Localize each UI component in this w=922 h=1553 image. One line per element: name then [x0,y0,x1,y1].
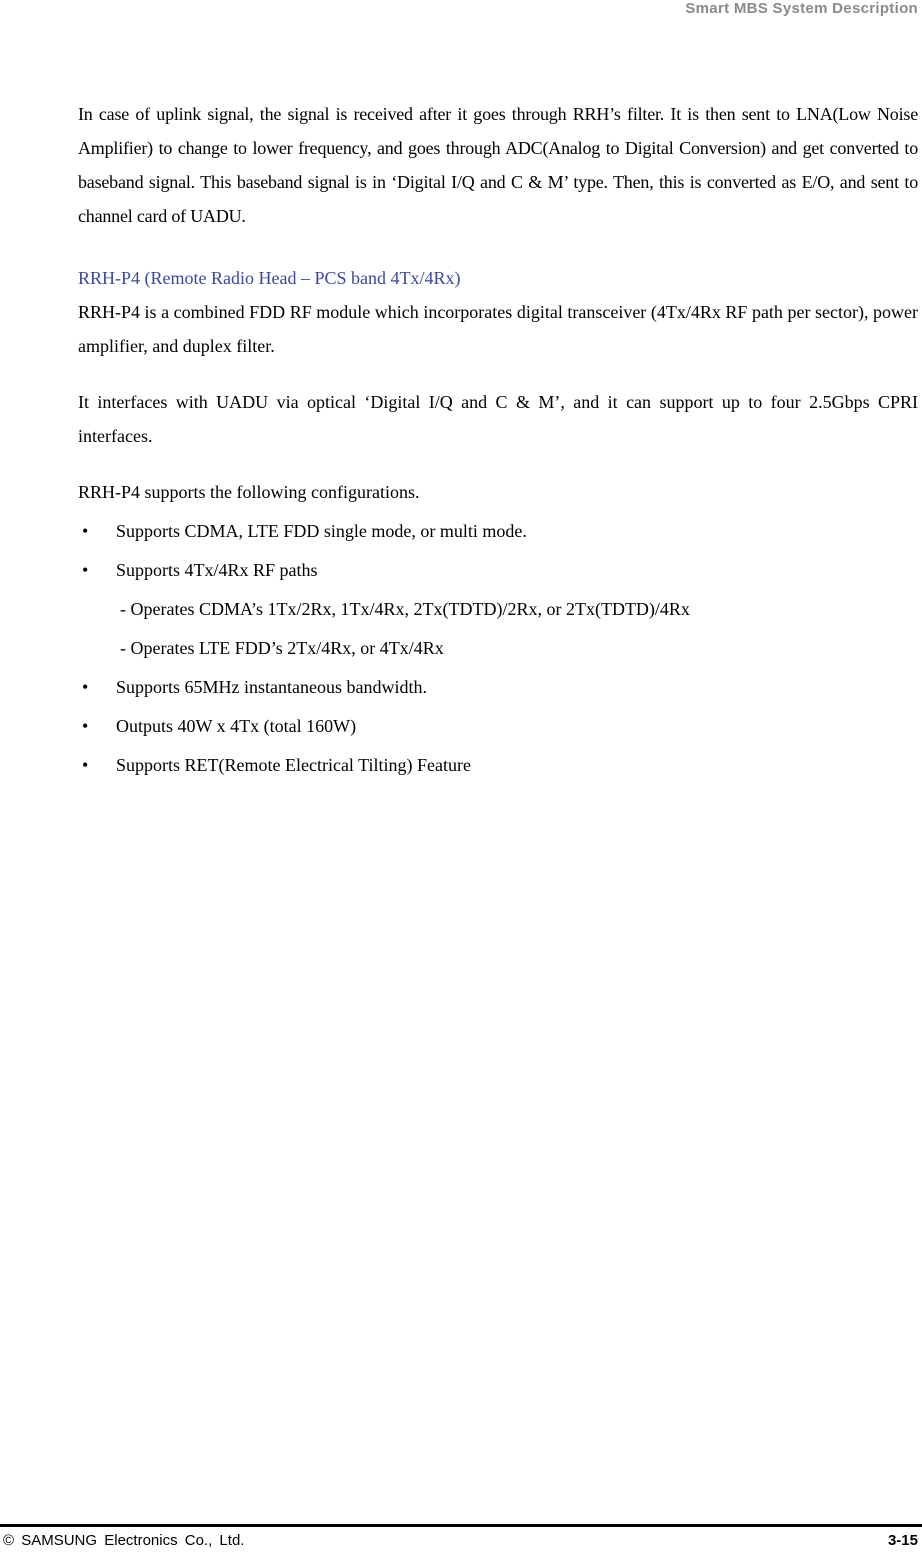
section-heading: RRH-P4 (Remote Radio Head – PCS band 4Tx/4Rx) [78,268,461,288]
paragraph-configurations: RRH-P4 supports the following configurations. [78,482,420,502]
intro-paragraph: In case of uplink signal, the signal is received after it goes through RRH’s filter. It is then sent to LNA(Low Noise Amplifier) to change to lower frequency, and goes through ADC(Analog to Digital Conversion) and get converted to baseband signal. This baseband signal is in ‘Digital I/Q and C & M’ type. Then, this is converted as E/O, and sent to channel card of UADU. [78,104,918,226]
bullet-icon: • [82,521,89,541]
list-item-text: Outputs 40W x 4Tx (total 160W) [116,716,357,736]
footer-divider [0,1524,922,1527]
list-item [78,748,918,787]
document-body [78,97,918,787]
footer-copyright: © SAMSUNG Electronics Co., Ltd. [3,1532,245,1549]
list-item [78,553,918,592]
list-item-text: Supports 4Tx/4Rx RF paths [116,560,318,580]
list-item [78,709,918,748]
sub-list-item: - Operates LTE FDD’s 2Tx/4Rx, or 4Tx/4Rx [120,638,444,658]
list-item-text: Supports 65MHz instantaneous bandwidth. [116,677,427,697]
bullet-icon: • [82,716,89,736]
bullet-icon: • [82,560,89,580]
list-item-text: Supports CDMA, LTE FDD single mode, or multi mode. [116,521,527,541]
page-number: 3-15 [887,1532,918,1549]
sub-list-item: - Operates CDMA’s 1Tx/2Rx, 1Tx/4Rx, 2Tx(TDTD)/2Rx, or 2Tx(TDTD)/4Rx [120,599,690,619]
list-item [78,514,918,553]
spacer [78,453,918,475]
page-header-title: Smart MBS System Description [685,0,918,17]
bullet-icon: • [82,755,89,775]
paragraph-description: RRH-P4 is a combined FDD RF module which incorporates digital transceiver (4Tx/4Rx RF path per sector), power amplifier, and duplex filter. [78,302,918,356]
bullet-icon: • [82,677,89,697]
paragraph-interfaces: It interfaces with UADU via optical ‘Digital I/Q and C & M’, and it can support up to four 2.5Gbps CPRI interfaces. [78,392,918,446]
spacer [78,363,918,385]
list-item-text: Supports RET(Remote Electrical Tilting) Feature [116,755,471,775]
list-item [78,670,918,709]
